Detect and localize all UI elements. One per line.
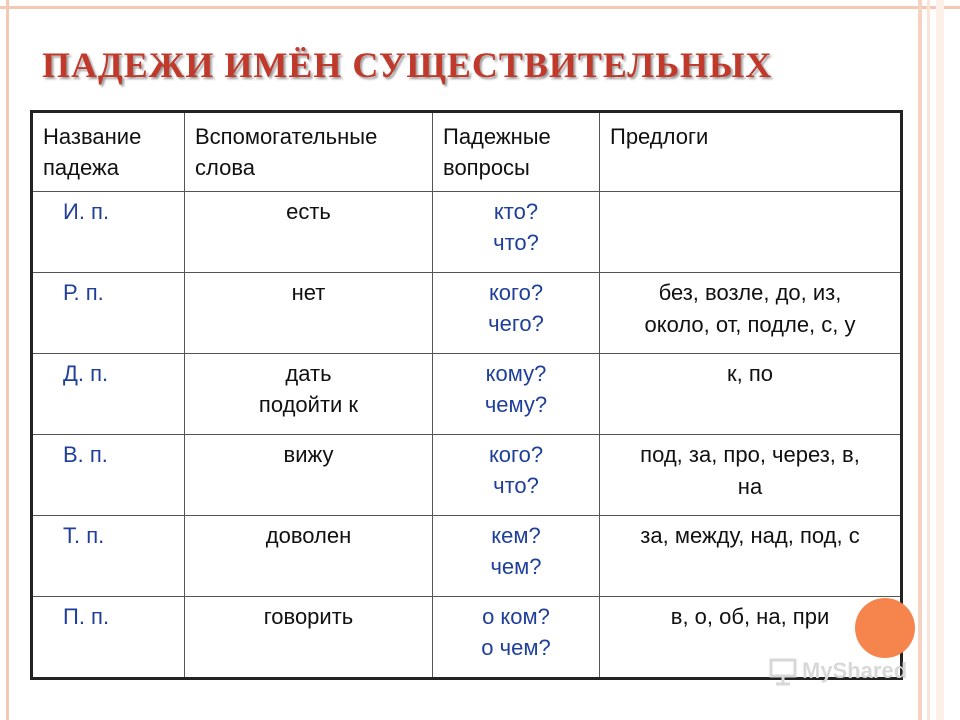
- question: о чем?: [481, 635, 551, 660]
- header-questions: [433, 112, 600, 192]
- header-line: Вспомогательные: [195, 124, 378, 149]
- question: кто?: [493, 199, 539, 224]
- helper-word: вижу: [283, 442, 334, 467]
- preposition-line: около, от, подле, с, у: [644, 312, 856, 337]
- preposition-line: без, возле, до, из,: [658, 280, 842, 305]
- prepositions-cell: [600, 273, 902, 354]
- case-cell: Д. п.: [32, 354, 185, 435]
- watermark: [768, 656, 907, 686]
- preposition-line: под, за, про, через, в,: [640, 442, 860, 467]
- case-cell: И. п.: [32, 192, 185, 273]
- slide-title: ПАДЕЖИ ИМЁН СУЩЕСТВИТЕЛЬНЫХ: [42, 45, 773, 85]
- preposition-line: в, о, об, на, при: [670, 604, 830, 629]
- header-line: падежа: [43, 155, 119, 180]
- table-row: [32, 192, 902, 273]
- question: чем?: [490, 554, 542, 579]
- question-cell: [433, 435, 600, 516]
- question: что?: [493, 230, 539, 255]
- cases-table: [30, 110, 903, 680]
- helper-word: подойти к: [258, 392, 359, 417]
- case-cell: Р. п.: [32, 273, 185, 354]
- preposition-line: на: [737, 474, 763, 499]
- case-cell: Т. п.: [32, 516, 185, 597]
- frame-line-right: [918, 0, 922, 720]
- header-prepositions: [600, 112, 902, 192]
- prepositions-cell: [600, 192, 902, 273]
- helper-word: говорить: [263, 604, 354, 629]
- helper-word-cell: [185, 273, 433, 354]
- helper-word: дать: [285, 361, 332, 386]
- question-cell: [433, 273, 600, 354]
- table-row: [32, 273, 902, 354]
- header-line: Название: [43, 124, 142, 149]
- question: чего?: [488, 311, 544, 336]
- frame-band-right: [936, 0, 944, 720]
- header-line: слова: [195, 155, 255, 180]
- question-cell: [433, 192, 600, 273]
- watermark-text: MyShared: [802, 658, 908, 683]
- accent-dot: [855, 598, 915, 658]
- header-case-name: [32, 112, 185, 192]
- question: кого?: [488, 442, 544, 467]
- table-row: [32, 354, 902, 435]
- case-cell: В. п.: [32, 435, 185, 516]
- header-line: Предлоги: [610, 124, 709, 149]
- helper-word-cell: [185, 354, 433, 435]
- table-row: [32, 516, 902, 597]
- header-row: [32, 112, 902, 192]
- question-cell: [433, 354, 600, 435]
- question: о ком?: [482, 604, 550, 629]
- question: что?: [493, 473, 539, 498]
- preposition-line: к, по: [727, 361, 773, 386]
- helper-word-cell: [185, 435, 433, 516]
- question-cell: [433, 597, 600, 679]
- prepositions-cell: [600, 354, 902, 435]
- prepositions-cell: [600, 435, 902, 516]
- helper-word: доволен: [265, 523, 352, 548]
- helper-word-cell: [185, 597, 433, 679]
- frame-line-top: [0, 6, 960, 9]
- table-row: [32, 435, 902, 516]
- header-line: Падежные: [443, 124, 551, 149]
- prepositions-cell: [600, 516, 902, 597]
- helper-word: есть: [286, 199, 331, 224]
- question: кого?: [488, 280, 544, 305]
- helper-word: нет: [291, 280, 326, 305]
- frame-line-left: [6, 0, 9, 720]
- projector-screen-icon: [768, 656, 798, 686]
- helper-word-cell: [185, 516, 433, 597]
- case-cell: П. п.: [32, 597, 185, 679]
- question: кому?: [485, 361, 547, 386]
- header-line: вопросы: [443, 155, 530, 180]
- frame-line-right-inner: [927, 0, 930, 720]
- question: кем?: [491, 523, 541, 548]
- header-helper-words: [185, 112, 433, 192]
- helper-word-cell: [185, 192, 433, 273]
- question-cell: [433, 516, 600, 597]
- preposition-line: за, между, над, под, с: [640, 523, 860, 548]
- question: чему?: [484, 392, 548, 417]
